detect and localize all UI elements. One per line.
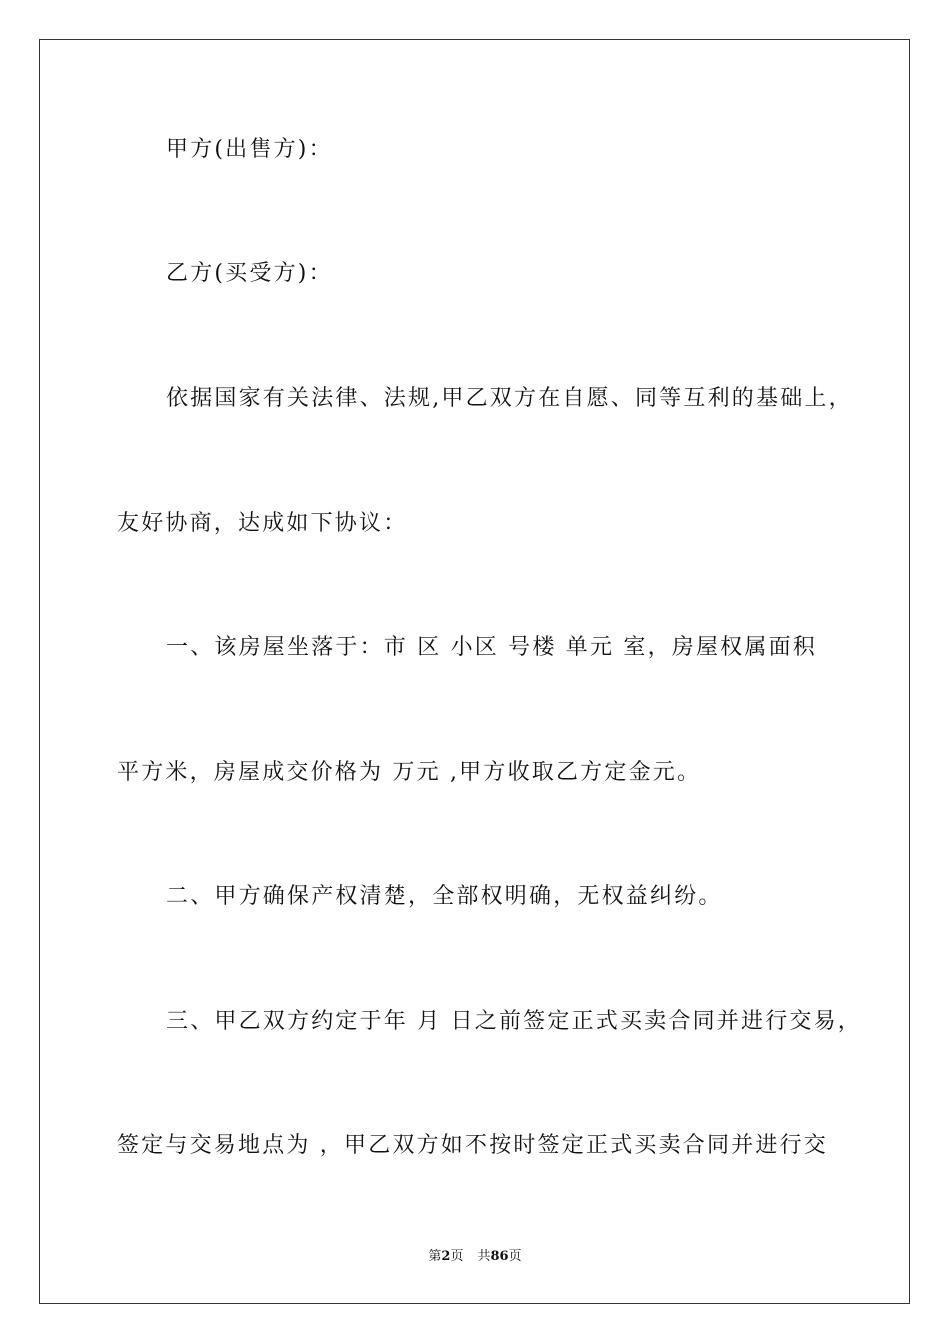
footer-total-prefix: 共 [477,1249,491,1264]
clause-3-line-2: 签定与交易地点为 ，甲乙双方如不按时签定正式买卖合同并进行交 [117,1133,828,1158]
preamble-line-1: 依据国家有关法律、法规,甲乙双方在自愿、同等互利的基础上， [166,386,853,411]
footer-page-prefix: 第 [428,1249,442,1264]
buyer-line: 乙方(买受方)： [166,261,333,286]
footer-page-suffix: 页 [450,1249,464,1264]
footer-total-suffix: 页 [508,1249,522,1264]
clause-3-line-1: 三、甲乙双方约定于年 月 日之前签定正式买卖合同并进行交易， [166,1009,862,1034]
clause-1-line-1: 一、该房屋坐落于：市 区 小区 号楼 单元 室，房屋权属面积 [166,635,817,660]
page-footer [0,1248,950,1266]
clause-1-line-2: 平方米，房屋成交价格为 万元 ,甲方收取乙方定金元。 [117,760,702,785]
footer-total-pages: 86 [490,1249,509,1264]
seller-line: 甲方(出售方)： [166,137,333,162]
footer-page-number: 2 [441,1249,451,1264]
preamble-line-2: 友好协商，达成如下协议： [117,511,408,536]
page-frame [39,39,910,1304]
clause-2-line: 二、甲方确保产权清楚，全部权明确，无权益纠纷。 [166,884,723,909]
